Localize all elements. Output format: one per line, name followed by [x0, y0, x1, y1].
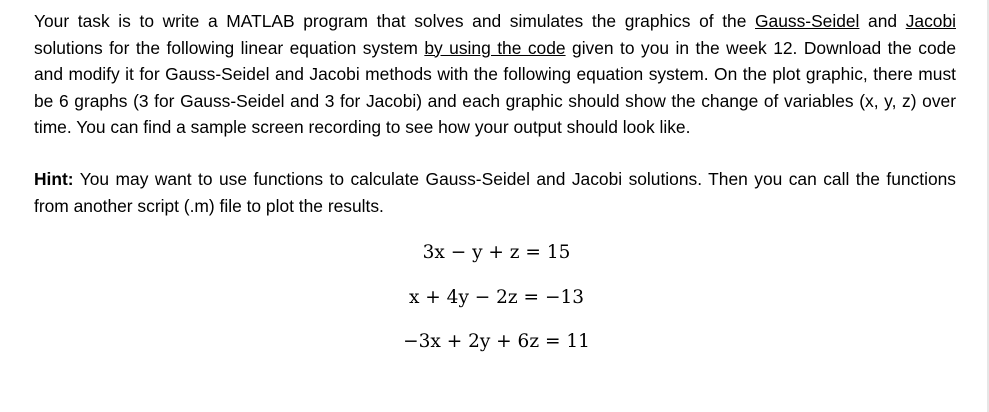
hint-label: Hint:: [34, 169, 74, 189]
hint-paragraph: [34, 166, 956, 219]
task-text-1: Your task is to write a MATLAB program that solves and simulates the graphics of the: [34, 11, 756, 31]
jacobi-link[interactable]: Jacobi: [905, 11, 956, 31]
task-text-3: solutions for the following linear equation system: [34, 37, 425, 58]
equation-3: −3x + 2y + 6z = 11: [403, 331, 590, 352]
gauss-seidel-link[interactable]: Gauss-Seidel: [755, 11, 860, 31]
task-paragraph: [34, 8, 956, 141]
equation-1: 3x − y + z = 15: [422, 242, 571, 263]
by-using-the-code-link[interactable]: by using the code: [424, 37, 566, 58]
task-text-4: given to you in the week 12. Download the code and modify it for Gauss-Seidel and Jacobi methods with the following equation system. On the plot graphic, there must be 6 graphs (3 for Gauss-Seidel and 3 for Jacobi) and each graphic should show the change of variables (x, y, z) over time. You can find a sample screen recording to see how your output should look like.: [34, 37, 956, 138]
equation-2: x + 4y − 2z = −13: [408, 287, 584, 308]
task-text-2: and: [859, 11, 906, 31]
hint-text: You may want to use functions to calculate Gauss-Seidel and Jacobi solutions. Then you can call the functions from another script (.m) file to plot the results.: [34, 169, 956, 216]
